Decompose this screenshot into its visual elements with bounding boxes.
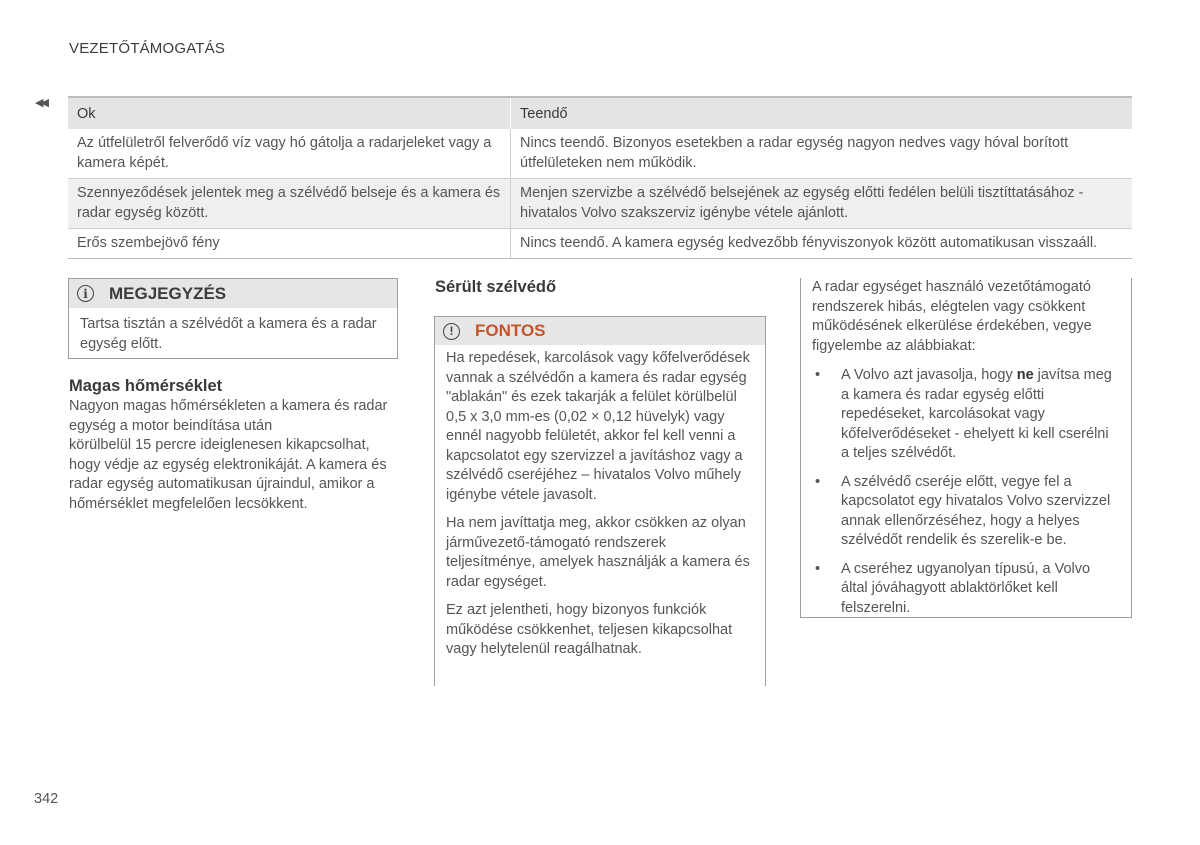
note-body: Tartsa tisztán a szélvédőt a kamera és a radar egység előtt. xyxy=(80,316,377,352)
action-cell: Menjen szervizbe a szélvédő belsejének az egység előtti fedélen belüli tisztíttatásához - hivatalos Volvo szakszerviz igénybe vétele ajánlott. xyxy=(511,179,1133,229)
list-item-text-end: javítsa meg a kamera és radar egység előtti repedéseket, karcolásokat vagy kőfelverődéseket - ehelyett ki kell cserélni a teljes szélvédőt. xyxy=(841,367,1112,461)
column-header-cause: Ok xyxy=(68,97,511,129)
recommendations-list xyxy=(801,366,1131,618)
bullet-icon: • xyxy=(815,560,821,577)
high-temp-text xyxy=(69,397,409,514)
text-line: egység a motor beindítása után xyxy=(69,417,273,434)
info-icon: i xyxy=(77,285,94,302)
list-item xyxy=(812,366,1120,464)
page-number: 342 xyxy=(34,791,59,807)
damaged-windscreen-heading: Sérült szélvédő xyxy=(435,278,557,296)
list-item-text: A cseréhez ugyanolyan típusú, a Volvo által jóváhagyott ablaktörlőket kell felszerelni. xyxy=(841,560,1091,616)
note-header xyxy=(69,279,397,308)
text-line: hogy védje az egység elektronikáját. A kamera és xyxy=(69,456,387,473)
recommendations-intro: A radar egységet használó vezetőtámogató rendszerek hibás, elégtelen vagy csökkent működésének elkerülése érdekében, vegye figyelembe az alábbiakat: xyxy=(812,279,1092,354)
important-body xyxy=(435,345,765,660)
recommendations-box xyxy=(800,278,1132,618)
note-title: MEGJEGYZÉS xyxy=(109,283,227,303)
list-item-text-start: A Volvo azt javasolja, hogy xyxy=(841,367,1017,383)
causes-table xyxy=(68,96,1132,259)
important-paragraph: Ha nem javíttatja meg, akkor csökken az olyan járművezető-támogató rendszerek teljesítménye, amelyek használják a kamera és radar egységet. xyxy=(446,515,750,590)
text-line: radar egység automatikusan újraindul, amikor a xyxy=(69,476,375,492)
bullet-icon: • xyxy=(815,367,821,383)
column-header-action: Teendő xyxy=(511,97,1133,129)
important-box xyxy=(434,316,766,686)
important-paragraph: Ez azt jelentheti, hogy bizonyos funkciók működése csökkenhet, teljesen kikapcsolhat vagy helytelenül reagálhatnak. xyxy=(446,602,733,657)
table-row xyxy=(68,179,1132,229)
exclamation-icon: ! xyxy=(443,323,460,340)
action-cell: Nincs teendő. A kamera egység kedvezőbb fényviszonyok között automatikusan visszaáll. xyxy=(511,229,1133,259)
list-item-emphasis: ne xyxy=(1016,367,1034,383)
action-cell: Nincs teendő. Bizonyos esetekben a radar egység nagyon nedves vagy hóval borított útfelületeken nem működik. xyxy=(511,129,1133,179)
text-line: Nagyon magas hőmérsékleten a kamera és radar xyxy=(69,398,388,414)
text-line: hőmérséklet megfelelően lecsökkent. xyxy=(69,495,308,512)
important-header xyxy=(435,317,765,345)
high-temp-heading: Magas hőmérséklet xyxy=(69,377,223,395)
text-line: körülbelül 15 percre ideiglenesen kikapcsolhat, xyxy=(69,437,370,453)
section-title: VEZETŐTÁMOGATÁS xyxy=(69,40,226,57)
bullet-icon: • xyxy=(815,473,821,490)
table-header-row xyxy=(68,97,1132,129)
list-item xyxy=(812,560,1120,619)
table-row xyxy=(68,129,1132,179)
important-title: FONTOS xyxy=(475,321,546,340)
important-paragraph: Ha repedések, karcolások vagy kőfelverődések vannak a szélvédőn a kamera és radar egység "ablakán" és ezek takarják a felület körülbelül 0,5 x 3,0 mm-es (0,02 × 0,12 hüvelyk) vagy ennél nagyobb felületét, akkor fel kell venni a kapcsolatot egy szervizzel a javításhoz vagy a szélvédő cseréjéhez – hivatalos Volvo műhely igénybe vétele javasolt. xyxy=(446,350,750,503)
list-item xyxy=(812,473,1120,551)
note-box xyxy=(68,278,398,359)
back-marker-icon: ◀◀ xyxy=(35,97,46,109)
cause-cell: Szennyeződések jelentek meg a szélvédő belseje és a kamera és radar egység között. xyxy=(68,179,511,229)
cause-cell: Az útfelületről felverődő víz vagy hó gátolja a radarjeleket vagy a kamera képét. xyxy=(68,129,511,179)
table-row xyxy=(68,229,1132,259)
list-item-text: A szélvédő cseréje előtt, vegye fel a kapcsolatot egy hivatalos Volvo szervizzel annak ellenőrzéséhez, hogy a helyes szélvédőt rendelik és szerelik-e be. xyxy=(841,473,1111,548)
cause-cell: Erős szembejövő fény xyxy=(68,229,511,259)
